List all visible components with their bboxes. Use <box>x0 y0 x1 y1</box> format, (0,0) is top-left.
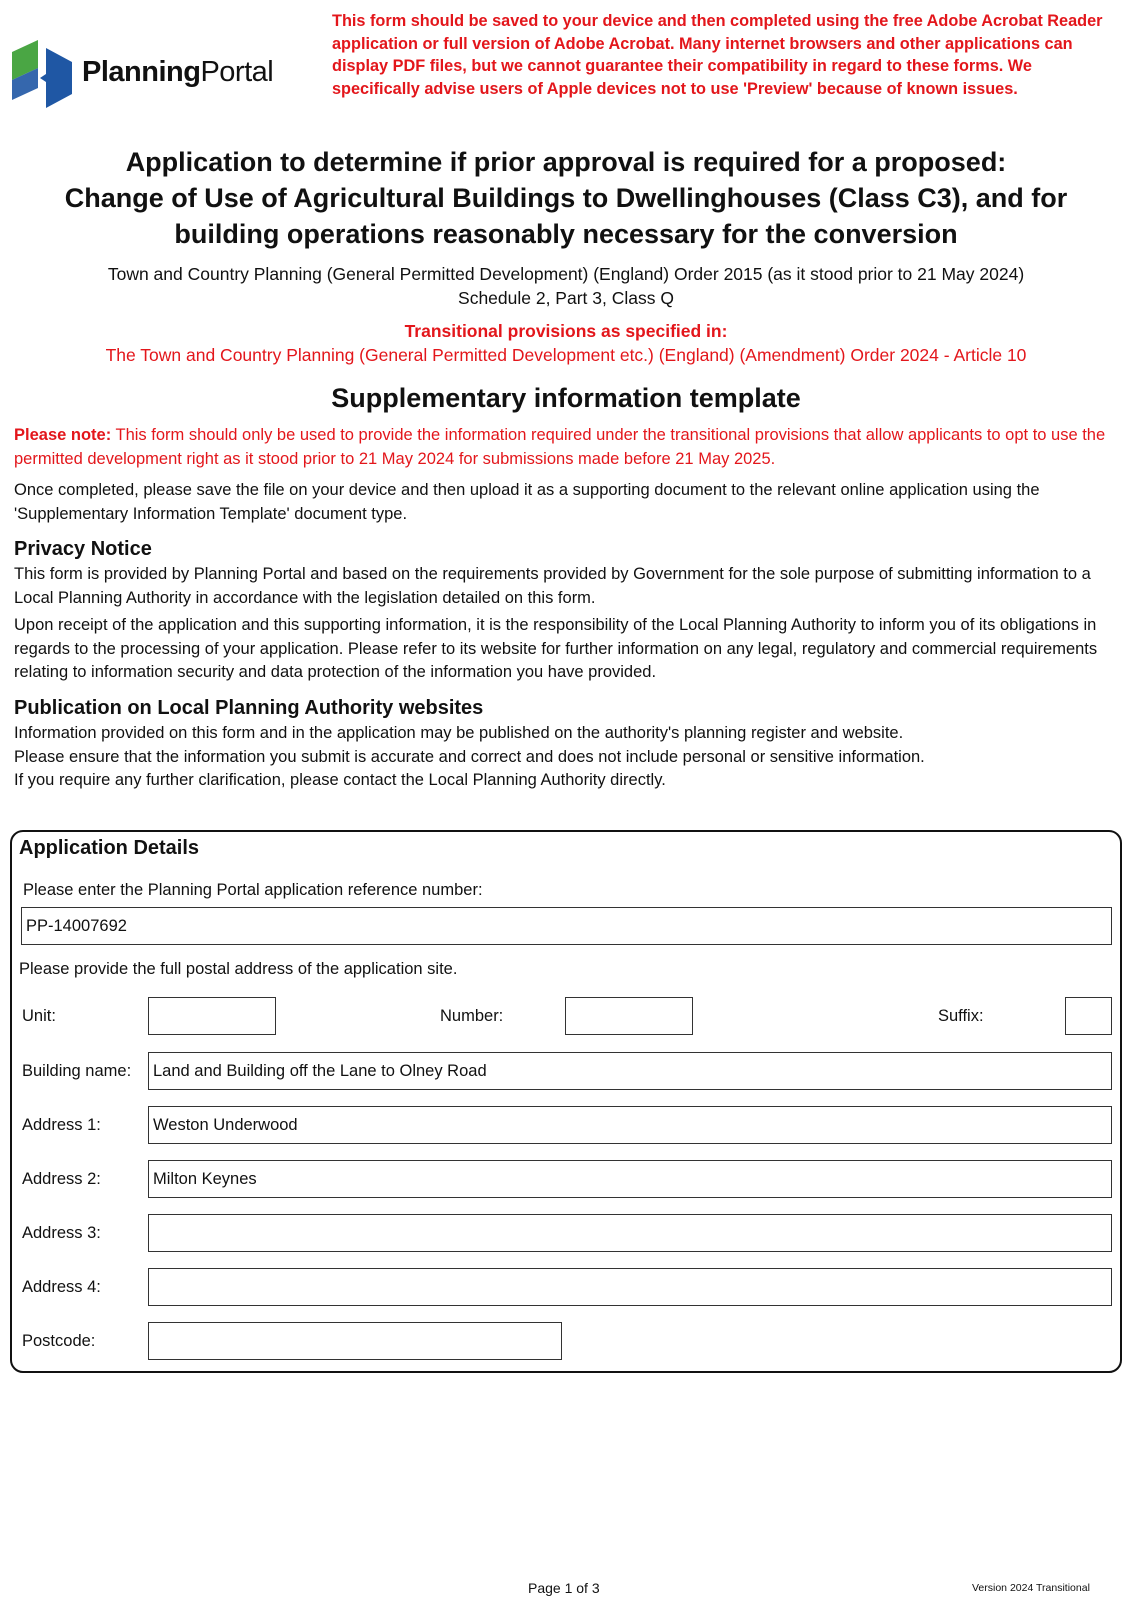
publication-text: Information provided on this form and in the application may be published on the authority's planning register and website. Please ensure that the information you submit is accurate and correct and does not include personal or sensitive information. If you require any further clarification, please contact the Local Planning Authority directly. <box>14 724 925 789</box>
address1-field[interactable]: Weston Underwood <box>148 1106 1112 1144</box>
reference-number-field[interactable]: PP-14007692 <box>21 907 1112 945</box>
logo-mark-icon <box>10 38 76 110</box>
transitional-heading: Transitional provisions as specified in: <box>404 321 728 341</box>
version-label: Version 2024 Transitional <box>972 1582 1090 1594</box>
compatibility-notice: This form should be saved to your device and then completed using the free Adobe Acrobat Reader application or full version of Adobe Acrobat. Many internet browsers and other applications can display PDF files, but we cannot guarantee their compatibility in regard to these forms. We specifically advise users of Apple devices not to use 'Preview' because of known issues. <box>332 12 1103 99</box>
number-label: Number: <box>440 1007 504 1025</box>
privacy-p1: This form is provided by Planning Portal and based on the requirements provided by Government for the sole purpose of submitting information to a Local Planning Authority in accordance with the legislation detailed on this form. <box>14 565 1091 607</box>
number-field[interactable] <box>565 997 693 1035</box>
address4-label: Address 4: <box>22 1278 101 1296</box>
postcode-field[interactable] <box>148 1322 562 1360</box>
building-name-label: Building name: <box>22 1062 132 1080</box>
address3-field[interactable] <box>148 1214 1112 1252</box>
privacy-p2: Upon receipt of the application and this supporting information, it is the responsibility of the Local Planning Authority to inform you of its obligations in regards to the processing of your application. Please refer to its website for further information on any legal, regulatory and commercial requirements relating to information security and data protection of the information you have provided. <box>14 616 1098 681</box>
please-note: Please note: This form should only be used to provide the information required under the transitional provisions that allow applicants to opt to use the permitted development right as it stood prior to 21 May 2024 for submissions made before 21 May 2025. <box>14 426 1106 468</box>
address2-label: Address 2: <box>22 1170 101 1188</box>
subtitle: Supplementary information template <box>331 383 801 413</box>
application-details-heading: Application Details <box>19 837 200 859</box>
address3-label: Address 3: <box>22 1224 101 1242</box>
page-number: Page 1 of 3 <box>528 1580 600 1596</box>
unit-field[interactable] <box>148 997 276 1035</box>
unit-label: Unit: <box>22 1007 56 1025</box>
address-prompt: Please provide the full postal address of the application site. <box>19 960 458 978</box>
privacy-heading: Privacy Notice <box>14 538 152 560</box>
building-name-field[interactable]: Land and Building off the Lane to Olney Road <box>148 1052 1112 1090</box>
legislation: Town and Country Planning (General Permitted Development) (England) Order 2015 (as it stood prior to 21 May 2024) Schedule 2, Part 3, Class Q <box>107 264 1025 308</box>
postcode-label: Postcode: <box>22 1332 96 1350</box>
suffix-label: Suffix: <box>938 1007 984 1025</box>
logo-text: PlanningPortal <box>82 56 274 88</box>
suffix-field[interactable] <box>1065 997 1112 1035</box>
once-completed-text: Once completed, please save the file on your device and then upload it as a supporting document to the relevant online application using the 'Supplementary Information Template' document type. <box>14 481 1040 523</box>
address2-field[interactable]: Milton Keynes <box>148 1160 1112 1198</box>
planning-portal-logo <box>10 38 280 110</box>
transitional-text: The Town and Country Planning (General Permitted Development etc.) (England) (Amendment) Order 2024 - Article 10 <box>105 345 1027 365</box>
address1-label: Address 1: <box>22 1116 101 1134</box>
form-title: Application to determine if prior approval is required for a proposed: Change of Use of Agricultural Buildings to Dwellinghouses (Class C3), and for building operations reasonably necessary for the conversion <box>64 147 1068 249</box>
address4-field[interactable] <box>148 1268 1112 1306</box>
publication-heading: Publication on Local Planning Authority websites <box>14 697 484 719</box>
ref-label: Please enter the Planning Portal application reference number: <box>23 881 483 899</box>
